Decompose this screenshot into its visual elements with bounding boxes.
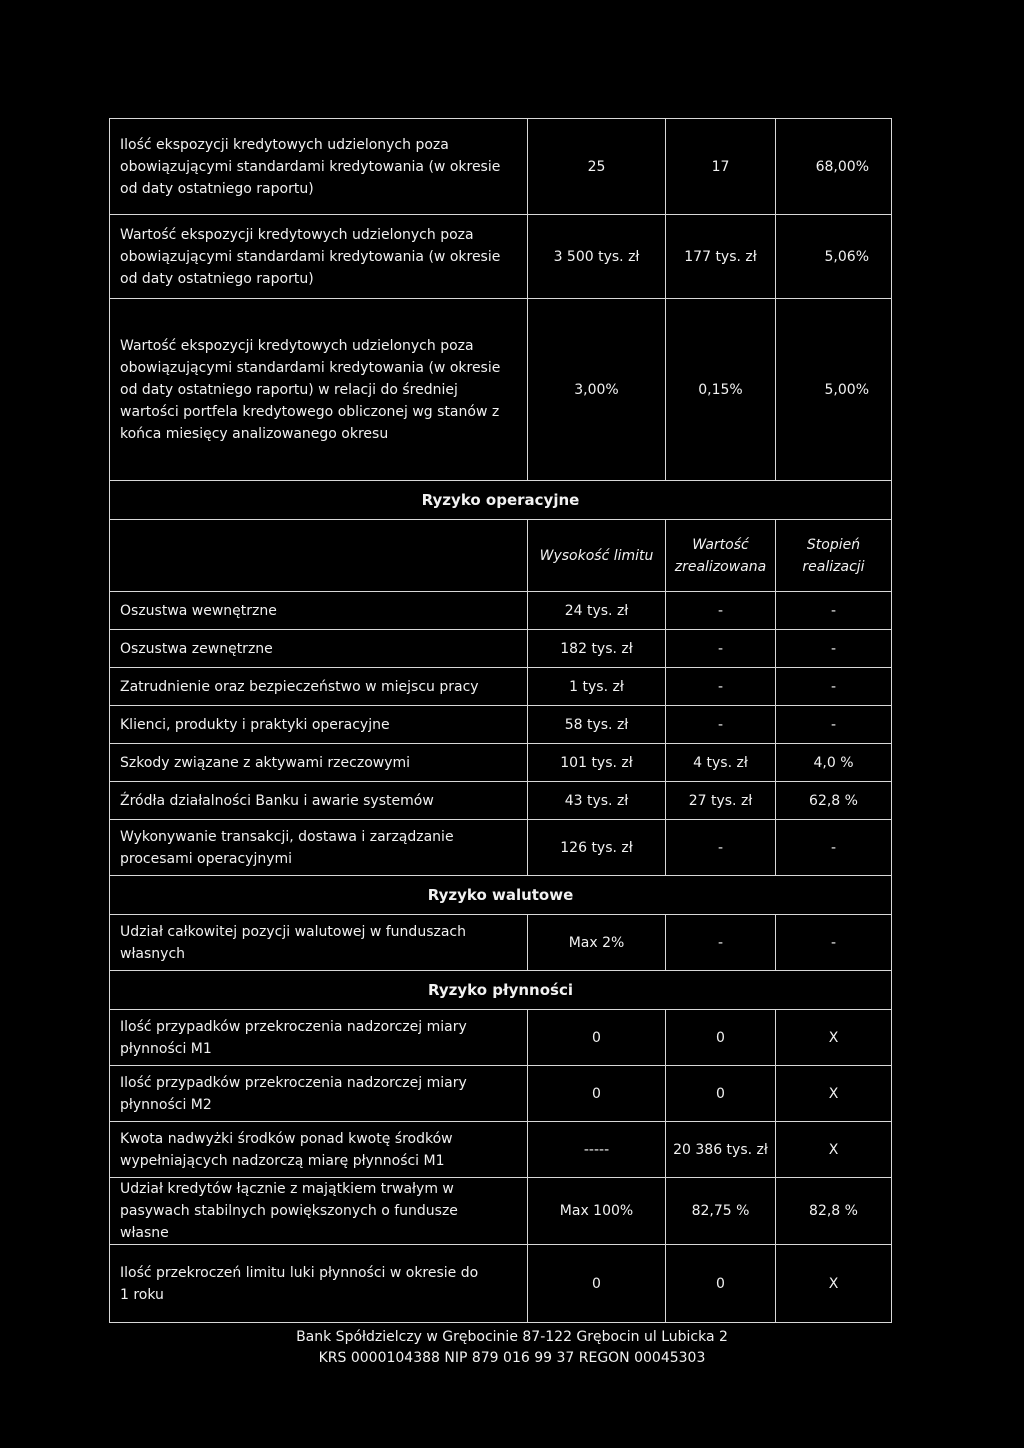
row-label: Oszustwa wewnętrzne	[110, 592, 528, 630]
degree-value: X	[776, 1010, 892, 1066]
realized-value: 0	[666, 1066, 776, 1122]
limit-value: 0	[528, 1245, 666, 1323]
degree-value: X	[776, 1122, 892, 1178]
realized-value: -	[666, 630, 776, 668]
row-label: Wykonywanie transakcji, dostawa i zarządzanie procesami operacyjnymi	[110, 820, 528, 876]
empty-header-cell	[110, 520, 528, 592]
realized-value: 0	[666, 1010, 776, 1066]
limit-value: 3 500 tys. zł	[528, 215, 666, 299]
realized-value: -	[666, 592, 776, 630]
degree-value: 82,8 %	[776, 1178, 892, 1245]
limit-value: 182 tys. zł	[528, 630, 666, 668]
header-degree: Stopień realizacji	[776, 520, 892, 592]
limit-value: Max 100%	[528, 1178, 666, 1245]
header-realized: Wartość zrealizowana	[666, 520, 776, 592]
row-label: Ilość przypadków przekroczenia nadzorczej miary płynności M2	[110, 1066, 528, 1122]
credit-row	[110, 215, 892, 299]
operational-row	[110, 820, 892, 876]
footer-registration: KRS 0000104388 NIP 879 016 99 37 REGON 00045303	[318, 1350, 706, 1366]
liquidity-row	[110, 1178, 892, 1245]
limit-value: 0	[528, 1066, 666, 1122]
operational-row	[110, 744, 892, 782]
liquidity-row	[110, 1066, 892, 1122]
realized-value: -	[666, 668, 776, 706]
realized-value: 0,15%	[666, 299, 776, 481]
degree-value: 5,00%	[776, 299, 892, 481]
degree-value: -	[776, 706, 892, 744]
limit-value: 3,00%	[528, 299, 666, 481]
footer-address: Bank Spółdzielczy w Grębocinie 87-122 Grębocin ul Lubicka 2	[296, 1329, 728, 1345]
realized-value: -	[666, 706, 776, 744]
row-label: Zatrudnienie oraz bezpieczeństwo w miejscu pracy	[110, 668, 528, 706]
degree-value: 62,8 %	[776, 782, 892, 820]
operational-row	[110, 668, 892, 706]
degree-value: -	[776, 820, 892, 876]
row-label: Oszustwa zewnętrzne	[110, 630, 528, 668]
degree-value: -	[776, 668, 892, 706]
realized-value: -	[666, 820, 776, 876]
realized-value: -	[666, 915, 776, 971]
realized-value: 4 tys. zł	[666, 744, 776, 782]
section-title: Ryzyko płynności	[110, 971, 892, 1010]
realized-value: 27 tys. zł	[666, 782, 776, 820]
limit-value: 58 tys. zł	[528, 706, 666, 744]
operational-row	[110, 630, 892, 668]
row-label: Kwota nadwyżki środków ponad kwotę środków wypełniających nadzorczą miarę płynności M1	[110, 1122, 528, 1178]
realized-value: 82,75 %	[666, 1178, 776, 1245]
row-label: Klienci, produkty i praktyki operacyjne	[110, 706, 528, 744]
risk-report-table	[109, 118, 891, 1323]
row-label: Udział kredytów łącznie z majątkiem trwałym w pasywach stabilnych powiększonych o fundusze własne	[110, 1178, 528, 1245]
operational-row	[110, 592, 892, 630]
credit-row	[110, 299, 892, 481]
liquidity-row	[110, 1245, 892, 1323]
realized-value: 20 386 tys. zł	[666, 1122, 776, 1178]
header-limit: Wysokość limitu	[528, 520, 666, 592]
row-label: Szkody związane z aktywami rzeczowymi	[110, 744, 528, 782]
limit-value: Max 2%	[528, 915, 666, 971]
degree-value: X	[776, 1245, 892, 1323]
column-headers	[110, 520, 892, 592]
page-footer	[0, 1327, 1024, 1369]
section-header-liquidity	[110, 971, 892, 1010]
degree-value: 4,0 %	[776, 744, 892, 782]
limit-value: 126 tys. zł	[528, 820, 666, 876]
row-label: Ilość ekspozycji kredytowych udzielonych poza obowiązującymi standardami kredytowania (w okresie od daty ostatniego raportu)	[110, 119, 528, 215]
realized-value: 177 tys. zł	[666, 215, 776, 299]
degree-value: 68,00%	[776, 119, 892, 215]
liquidity-row	[110, 1122, 892, 1178]
limit-value: 101 tys. zł	[528, 744, 666, 782]
credit-row	[110, 119, 892, 215]
limit-value: 24 tys. zł	[528, 592, 666, 630]
section-header-currency	[110, 876, 892, 915]
row-label: Ilość przypadków przekroczenia nadzorczej miary płynności M1	[110, 1010, 528, 1066]
section-title: Ryzyko operacyjne	[110, 481, 892, 520]
limit-value: 1 tys. zł	[528, 668, 666, 706]
degree-value: 5,06%	[776, 215, 892, 299]
section-title: Ryzyko walutowe	[110, 876, 892, 915]
row-label: Ilość przekroczeń limitu luki płynności w okresie do 1 roku	[110, 1245, 528, 1323]
degree-value: -	[776, 630, 892, 668]
liquidity-row	[110, 1010, 892, 1066]
limit-value: 25	[528, 119, 666, 215]
operational-row	[110, 782, 892, 820]
degree-value: X	[776, 1066, 892, 1122]
currency-row	[110, 915, 892, 971]
degree-value: -	[776, 915, 892, 971]
row-label: Udział całkowitej pozycji walutowej w funduszach własnych	[110, 915, 528, 971]
degree-value: -	[776, 592, 892, 630]
row-label: Źródła działalności Banku i awarie systemów	[110, 782, 528, 820]
operational-row	[110, 706, 892, 744]
section-header-operational	[110, 481, 892, 520]
limit-value: 0	[528, 1010, 666, 1066]
row-label: Wartość ekspozycji kredytowych udzielonych poza obowiązującymi standardami kredytowania (w okresie od daty ostatniego raportu)	[110, 215, 528, 299]
realized-value: 0	[666, 1245, 776, 1323]
realized-value: 17	[666, 119, 776, 215]
row-label: Wartość ekspozycji kredytowych udzielonych poza obowiązującymi standardami kredytowania (w okresie od daty ostatniego raportu) w relacji do średniej wartości portfela kredytowego obliczonej wg stanów z końca miesięcy analizowanego okresu	[110, 299, 528, 481]
limit-value: -----	[528, 1122, 666, 1178]
limit-value: 43 tys. zł	[528, 782, 666, 820]
